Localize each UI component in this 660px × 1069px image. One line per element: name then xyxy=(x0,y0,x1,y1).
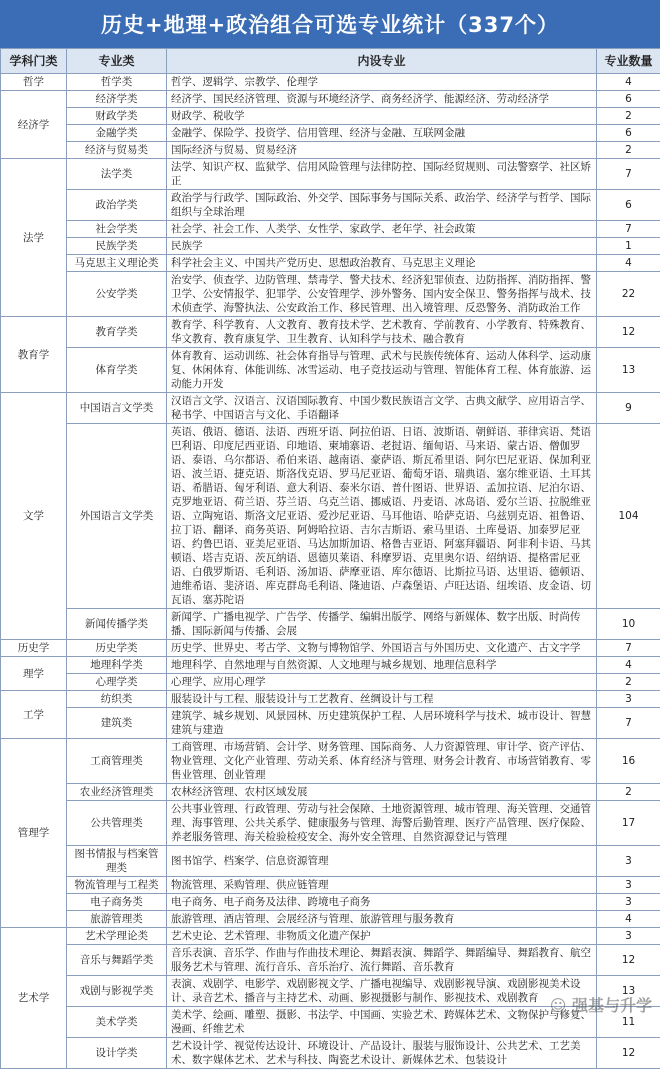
majors-cell: 金融学、保险学、投资学、信用管理、经济与金融、互联网金融 xyxy=(167,125,597,142)
count-cell: 4 xyxy=(597,657,660,674)
class-cell: 旅游管理类 xyxy=(67,911,167,928)
table-row xyxy=(1,784,660,801)
count-cell: 1 xyxy=(597,238,660,255)
table-row xyxy=(1,640,660,657)
count-cell: 12 xyxy=(597,945,660,976)
class-cell: 民族学类 xyxy=(67,238,167,255)
majors-cell: 哲学、逻辑学、宗教学、伦理学 xyxy=(167,74,597,91)
class-cell: 公安学类 xyxy=(67,272,167,317)
count-cell: 16 xyxy=(597,739,660,784)
discipline-cell: 艺术学 xyxy=(1,928,67,1069)
table-row xyxy=(1,877,660,894)
table-row xyxy=(1,846,660,877)
class-cell: 哲学类 xyxy=(67,74,167,91)
table-row xyxy=(1,74,660,91)
count-cell: 3 xyxy=(597,894,660,911)
class-cell: 外国语言文学类 xyxy=(67,424,167,609)
table-row xyxy=(1,894,660,911)
discipline-cell: 经济学 xyxy=(1,91,67,159)
class-cell: 美术学类 xyxy=(67,1007,167,1038)
majors-cell: 旅游管理、酒店管理、会展经济与管理、旅游管理与服务教育 xyxy=(167,911,597,928)
majors-cell: 法学、知识产权、监狱学、信用风险管理与法律防控、国际经贸规则、司法警察学、社区矫正 xyxy=(167,159,597,190)
count-cell: 11 xyxy=(597,1007,660,1038)
majors-cell: 新闻学、广播电视学、广告学、传播学、编辑出版学、网络与新媒体、数字出版、时尚传播、国际新闻与传播、会展 xyxy=(167,609,597,640)
class-cell: 政治学类 xyxy=(67,190,167,221)
table-row xyxy=(1,108,660,125)
class-cell: 历史学类 xyxy=(67,640,167,657)
class-cell: 农业经济管理类 xyxy=(67,784,167,801)
majors-cell: 地理科学、自然地理与自然资源、人文地理与城乡规划、地理信息科学 xyxy=(167,657,597,674)
table-row xyxy=(1,609,660,640)
count-cell: 12 xyxy=(597,317,660,348)
class-cell: 戏剧与影视学类 xyxy=(67,976,167,1007)
count-cell: 3 xyxy=(597,877,660,894)
discipline-cell: 文学 xyxy=(1,393,67,640)
majors-cell: 工商管理、市场营销、会计学、财务管理、国际商务、人力资源管理、审计学、资产评估、物业管理、文化产业管理、劳动关系、体育经济与管理、财务会计教育、市场营销教育、零售业管理、创业管理 xyxy=(167,739,597,784)
majors-cell: 音乐表演、音乐学、作曲与作曲技术理论、舞蹈表演、舞蹈学、舞蹈编导、舞蹈教育、航空服务艺术与管理、流行音乐、音乐治疗、流行舞蹈、音乐教育 xyxy=(167,945,597,976)
class-cell: 新闻传播学类 xyxy=(67,609,167,640)
table-row xyxy=(1,255,660,272)
count-cell: 10 xyxy=(597,609,660,640)
page-title: 历史+地理+政治组合可选专业统计（337个） xyxy=(0,0,660,48)
discipline-cell: 理学 xyxy=(1,657,67,691)
majors-cell: 心理学、应用心理学 xyxy=(167,674,597,691)
table-row xyxy=(1,657,660,674)
count-cell: 6 xyxy=(597,125,660,142)
class-cell: 物流管理与工程类 xyxy=(67,877,167,894)
count-cell: 2 xyxy=(597,108,660,125)
class-cell: 金融学类 xyxy=(67,125,167,142)
count-cell: 13 xyxy=(597,976,660,1007)
count-cell: 3 xyxy=(597,928,660,945)
table-row xyxy=(1,945,660,976)
class-cell: 建筑类 xyxy=(67,708,167,739)
majors-cell: 民族学 xyxy=(167,238,597,255)
table-row xyxy=(1,221,660,238)
majors-cell: 历史学、世界史、考古学、文物与博物馆学、外国语言与外国历史、文化遗产、古文字学 xyxy=(167,640,597,657)
majors-cell: 表演、戏剧学、电影学、戏剧影视文学、广播电视编导、戏剧影视导演、戏剧影视美术设计、录音艺术、播音与主持艺术、动画、影视摄影与制作、影视技术、戏剧教育 xyxy=(167,976,597,1007)
class-cell: 音乐与舞蹈学类 xyxy=(67,945,167,976)
class-cell: 财政学类 xyxy=(67,108,167,125)
count-cell: 7 xyxy=(597,708,660,739)
table-row xyxy=(1,125,660,142)
table-row xyxy=(1,674,660,691)
table-row xyxy=(1,190,660,221)
count-cell: 2 xyxy=(597,142,660,159)
count-cell: 7 xyxy=(597,640,660,657)
count-cell: 22 xyxy=(597,272,660,317)
class-cell: 经济学类 xyxy=(67,91,167,108)
majors-cell: 科学社会主义、中国共产党历史、思想政治教育、马克思主义理论 xyxy=(167,255,597,272)
majors-cell: 物流管理、采购管理、供应链管理 xyxy=(167,877,597,894)
count-cell: 6 xyxy=(597,91,660,108)
class-cell: 艺术学理论类 xyxy=(67,928,167,945)
table-row xyxy=(1,911,660,928)
majors-cell: 财政学、税收学 xyxy=(167,108,597,125)
discipline-cell: 法学 xyxy=(1,159,67,317)
count-cell: 3 xyxy=(597,691,660,708)
table-row xyxy=(1,238,660,255)
class-cell: 设计学类 xyxy=(67,1038,167,1069)
class-cell: 电子商务类 xyxy=(67,894,167,911)
class-cell: 纺织类 xyxy=(67,691,167,708)
major-table xyxy=(0,48,660,1069)
majors-cell: 教育学、科学教育、人文教育、教育技术学、艺术教育、学前教育、小学教育、特殊教育、华文教育、教育康复学、卫生教育、认知科学与技术、融合教育 xyxy=(167,317,597,348)
count-cell: 2 xyxy=(597,674,660,691)
header-class: 专业类 xyxy=(67,49,167,74)
discipline-cell: 工学 xyxy=(1,691,67,739)
header-count: 专业数量 xyxy=(597,49,660,74)
table-body xyxy=(1,74,660,1069)
count-cell: 4 xyxy=(597,911,660,928)
majors-cell: 治安学、侦查学、边防管理、禁毒学、警犬技术、经济犯罪侦查、边防指挥、消防指挥、警卫学、公安情报学、犯罪学、公安管理学、涉外警务、国内安全保卫、警务指挥与战术、技术侦查学、海警执法、公安政治工作、移民管理、出入境管理、反恐警务、消防政治工作 xyxy=(167,272,597,317)
class-cell: 心理学类 xyxy=(67,674,167,691)
table-row xyxy=(1,142,660,159)
count-cell: 9 xyxy=(597,393,660,424)
class-cell: 马克思主义理论类 xyxy=(67,255,167,272)
majors-cell: 英语、俄语、德语、法语、西班牙语、阿拉伯语、日语、波斯语、朝鲜语、菲律宾语、梵语巴利语、印度尼西亚语、印地语、柬埔寨语、老挝语、缅甸语、马来语、蒙古语、僧伽罗语、泰语、乌尔都语、希伯来语、越南语、豪萨语、斯瓦希里语、阿尔巴尼亚语、保加利亚语、波兰语、捷克语、斯洛伐克语、罗马尼亚语、葡萄牙语、瑞典语、塞尔维亚语、土耳其语、希腊语、匈牙利语、意大利语、泰米尔语、普什图语、世界语、孟加拉语、尼泊尔语、克罗地亚语、荷兰语、芬兰语、乌克兰语、挪威语、丹麦语、冰岛语、爱尔兰语、拉脱维亚语、立陶宛语、斯洛文尼亚语、爱沙尼亚语、马耳他语、哈萨克语、乌兹别克语、祖鲁语、拉丁语、翻译、商务英语、阿姆哈拉语、吉尔吉斯语、索马里语、土库曼语、加泰罗尼亚语、约鲁巴语、亚美尼亚语、马达加斯加语、格鲁吉亚语、阿塞拜疆语、阿非利卡语、马其顿语、塔吉克语、茨瓦纳语、恩德贝莱语、科摩罗语、克里奥尔语、绍纳语、提格雷尼亚语、白俄罗斯语、毛利语、汤加语、萨摩亚语、库尔德语、比斯拉马语、达里语、德顿语、迪维希语、斐济语、库克群岛毛利语、隆迪语、卢森堡语、卢旺达语、纽埃语、皮金语、切瓦语、塞苏陀语 xyxy=(167,424,597,609)
count-cell: 2 xyxy=(597,784,660,801)
discipline-cell: 教育学 xyxy=(1,317,67,393)
class-cell: 公共管理类 xyxy=(67,801,167,846)
class-cell: 经济与贸易类 xyxy=(67,142,167,159)
count-cell: 7 xyxy=(597,221,660,238)
table-row xyxy=(1,691,660,708)
majors-cell: 公共事业管理、行政管理、劳动与社会保障、土地资源管理、城市管理、海关管理、交通管理、海事管理、公共关系学、健康服务与管理、海警后勤管理、医疗产品管理、医疗保险、养老服务管理、海关检验检疫安全、海外安全管理、自然资源登记与管理 xyxy=(167,801,597,846)
header-discipline: 学科门类 xyxy=(1,49,67,74)
table-row xyxy=(1,348,660,393)
majors-cell: 国际经济与贸易、贸易经济 xyxy=(167,142,597,159)
class-cell: 教育学类 xyxy=(67,317,167,348)
class-cell: 社会学类 xyxy=(67,221,167,238)
majors-cell: 艺术设计学、视觉传达设计、环境设计、产品设计、服装与服饰设计、公共艺术、工艺美术、数字媒体艺术、艺术与科技、陶瓷艺术设计、新媒体艺术、包装设计 xyxy=(167,1038,597,1069)
majors-cell: 农林经济管理、农村区域发展 xyxy=(167,784,597,801)
class-cell: 体育学类 xyxy=(67,348,167,393)
count-cell: 6 xyxy=(597,190,660,221)
majors-cell: 社会学、社会工作、人类学、女性学、家政学、老年学、社会政策 xyxy=(167,221,597,238)
header-majors: 内设专业 xyxy=(167,49,597,74)
majors-cell: 艺术史论、艺术管理、非物质文化遗产保护 xyxy=(167,928,597,945)
table-row xyxy=(1,424,660,609)
count-cell: 13 xyxy=(597,348,660,393)
majors-cell: 美术学、绘画、雕塑、摄影、书法学、中国画、实验艺术、跨媒体艺术、文物保护与修复、漫画、纤维艺术 xyxy=(167,1007,597,1038)
table-row xyxy=(1,159,660,190)
count-cell: 3 xyxy=(597,846,660,877)
class-cell: 图书情报与档案管理类 xyxy=(67,846,167,877)
table-row xyxy=(1,1038,660,1069)
table-row xyxy=(1,272,660,317)
count-cell: 17 xyxy=(597,801,660,846)
discipline-cell: 哲学 xyxy=(1,74,67,91)
majors-cell: 经济学、国民经济管理、资源与环境经济学、商务经济学、能源经济、劳动经济学 xyxy=(167,91,597,108)
count-cell: 104 xyxy=(597,424,660,609)
majors-cell: 图书馆学、档案学、信息资源管理 xyxy=(167,846,597,877)
count-cell: 4 xyxy=(597,255,660,272)
table-row xyxy=(1,708,660,739)
table-header-row xyxy=(1,49,660,74)
watermark: ☺ 强基与升学 xyxy=(550,993,652,1016)
majors-cell: 汉语言文学、汉语言、汉语国际教育、中国少数民族语言文学、古典文献学、应用语言学、秘书学、中国语言与文化、手语翻译 xyxy=(167,393,597,424)
majors-cell: 建筑学、城乡规划、风景园林、历史建筑保护工程、人居环境科学与技术、城市设计、智慧建筑与建造 xyxy=(167,708,597,739)
class-cell: 地理科学类 xyxy=(67,657,167,674)
majors-cell: 政治学与行政学、国际政治、外交学、国际事务与国际关系、政治学、经济学与哲学、国际组织与全球治理 xyxy=(167,190,597,221)
table-row xyxy=(1,393,660,424)
table-row xyxy=(1,928,660,945)
table-row xyxy=(1,317,660,348)
count-cell: 4 xyxy=(597,74,660,91)
count-cell: 7 xyxy=(597,159,660,190)
table-row xyxy=(1,801,660,846)
table-row xyxy=(1,739,660,784)
table-row xyxy=(1,91,660,108)
discipline-cell: 历史学 xyxy=(1,640,67,657)
class-cell: 中国语言文学类 xyxy=(67,393,167,424)
class-cell: 法学类 xyxy=(67,159,167,190)
count-cell: 12 xyxy=(597,1038,660,1069)
class-cell: 工商管理类 xyxy=(67,739,167,784)
majors-cell: 体育教育、运动训练、社会体育指导与管理、武术与民族传统体育、运动人体科学、运动康复、休闲体育、体能训练、冰雪运动、电子竞技运动与管理、智能体育工程、体育旅游、运动能力开发 xyxy=(167,348,597,393)
majors-cell: 服装设计与工程、服装设计与工艺教育、丝绸设计与工程 xyxy=(167,691,597,708)
majors-cell: 电子商务、电子商务及法律、跨境电子商务 xyxy=(167,894,597,911)
discipline-cell: 管理学 xyxy=(1,739,67,928)
